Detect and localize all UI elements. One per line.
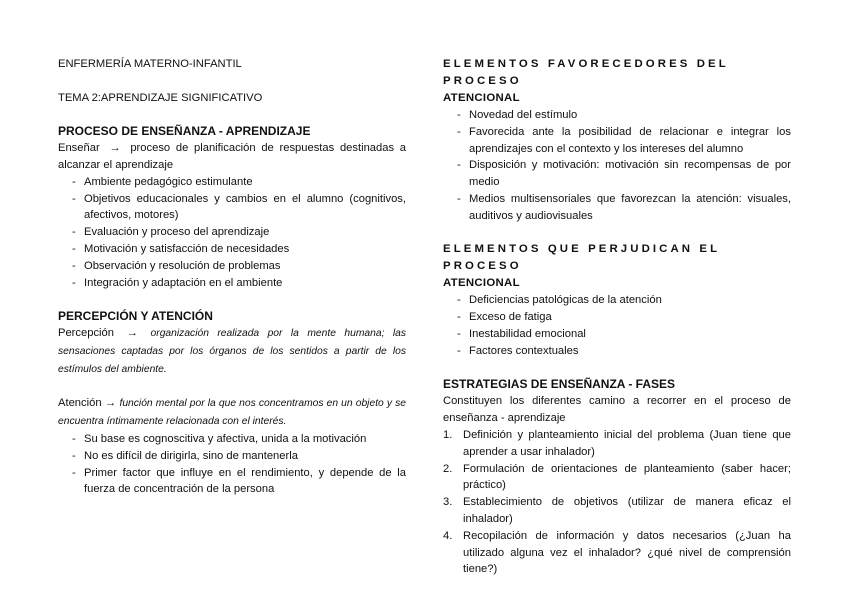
section-heading-favorecedores: ELEMENTOS FAVORECEDORES DEL PROCESO — [443, 58, 729, 87]
arrow-icon: → — [126, 327, 138, 340]
section-heading-estrategias: ESTRATEGIAS DE ENSEÑANZA - FASES — [443, 377, 676, 392]
numbered-item — [443, 461, 791, 495]
section-heading-perjudican: ELEMENTOS QUE PERJUDICAN EL PROCESO — [443, 243, 720, 273]
list-item: - Medios multisensoriales que favorezcan la atención: visuales, auditivos y audiovisuales — [469, 191, 791, 225]
step-number: 4. — [443, 529, 453, 542]
ensenanza-list — [58, 174, 406, 292]
section-heading-percepcion: PERCEPCIÓN Y ATENCIÓN — [58, 309, 213, 324]
step-text: Recopilación de información y datos necesarios (¿Juan ha utilizado alguna vez el inhalador? ¿qué nivel de comprensión tiene?) — [463, 529, 791, 576]
list-item: - Deficiencias patológicas de la atención — [469, 292, 791, 309]
arrow-icon: → — [104, 397, 117, 410]
left-column — [58, 56, 406, 498]
ensenar-definition — [58, 140, 406, 174]
list-item: - Integración y adaptación en el ambiente — [84, 275, 406, 292]
numbered-item — [443, 494, 791, 528]
list-item: - Objetivos educacionales y cambios en el alumno (cognitivos, afectivos, motores) — [84, 191, 406, 225]
step-number: 2. — [443, 462, 453, 475]
list-item: - Favorecida ante la posibilidad de relacionar e integrar los aprendizajes con el contexto y los intereses del alumno — [469, 124, 791, 158]
ensenar-def-text: proceso de planificación de respuestas destinadas a alcanzar el aprendizaje — [58, 142, 407, 171]
course-title: ENFERMERÍA MATERNO-INFANTIL — [58, 58, 242, 70]
list-item: - Evaluación y proceso del aprendizaje — [84, 224, 406, 241]
percepcion-term: Percepción — [58, 327, 114, 340]
atencion-list — [58, 431, 406, 498]
section-heading-ensenanza: PROCESO DE ENSEÑANZA - APRENDIZAJE — [58, 124, 311, 139]
step-text: Definición y planteamiento inicial del problema (Juan tiene que aprender a usar inhalador) — [463, 428, 791, 458]
numbered-item — [443, 427, 791, 461]
step-text: Formulación de orientaciones de planteamiento (saber hacer; práctico) — [463, 462, 791, 492]
step-number: 3. — [443, 496, 453, 509]
list-item: - Observación y resolución de problemas — [84, 258, 406, 275]
percepcion-def-text: organización realizada por la mente humana; las sensaciones captadas por los órganos de los sentidos a partir de los estímulos del ambiente. — [58, 328, 407, 375]
estrategias-intro: Constituyen los diferentes camino a recorrer en el proceso de enseñanza - aprendizaje — [443, 395, 791, 425]
list-item: - Motivación y satisfacción de necesidades — [84, 241, 406, 258]
favorecedores-list — [443, 107, 791, 225]
list-item: - Su base es cognoscitiva y afectiva, unida a la motivación — [84, 431, 406, 448]
percepcion-definition — [58, 325, 406, 378]
list-item: - Ambiente pedagógico estimulante — [84, 174, 406, 191]
section-heading-perjudican-line2: ATENCIONAL — [443, 277, 520, 290]
ensenar-term: Enseñar — [58, 142, 100, 155]
list-item: - Exceso de fatiga — [469, 309, 791, 326]
topic-title: TEMA 2:APRENDIZAJE SIGNIFICATIVO — [58, 91, 263, 104]
list-item: - Primer factor que influye en el rendimiento, y depende de la fuerza de concentración de la persona — [84, 465, 406, 499]
step-text: Establecimiento de objetivos (utilizar de manera eficaz el inhalador) — [463, 496, 791, 525]
list-item: - Disposición y motivación: motivación sin recompensas de por medio — [469, 157, 791, 191]
estrategias-steps — [443, 427, 791, 578]
section-heading-favorecedores-line2: ATENCIONAL — [443, 92, 520, 104]
list-item: - Novedad del estímulo — [469, 107, 791, 124]
list-item: - No es difícil de dirigirla, sino de mantenerla — [84, 448, 406, 465]
step-number: 1. — [443, 428, 453, 441]
right-column — [443, 56, 791, 578]
atencion-def-text: función mental por la que nos concentramos en un objeto y se encuentra íntimamente relacionada con el interés. — [58, 398, 407, 428]
list-item: - Inestabilidad emocional — [469, 326, 791, 343]
atencion-term: Atención — [58, 397, 102, 410]
arrow-icon: → — [109, 142, 121, 155]
atencion-definition — [58, 395, 406, 431]
list-item: - Factores contextuales — [469, 343, 791, 360]
perjudican-list — [443, 292, 791, 359]
numbered-item — [443, 528, 791, 578]
